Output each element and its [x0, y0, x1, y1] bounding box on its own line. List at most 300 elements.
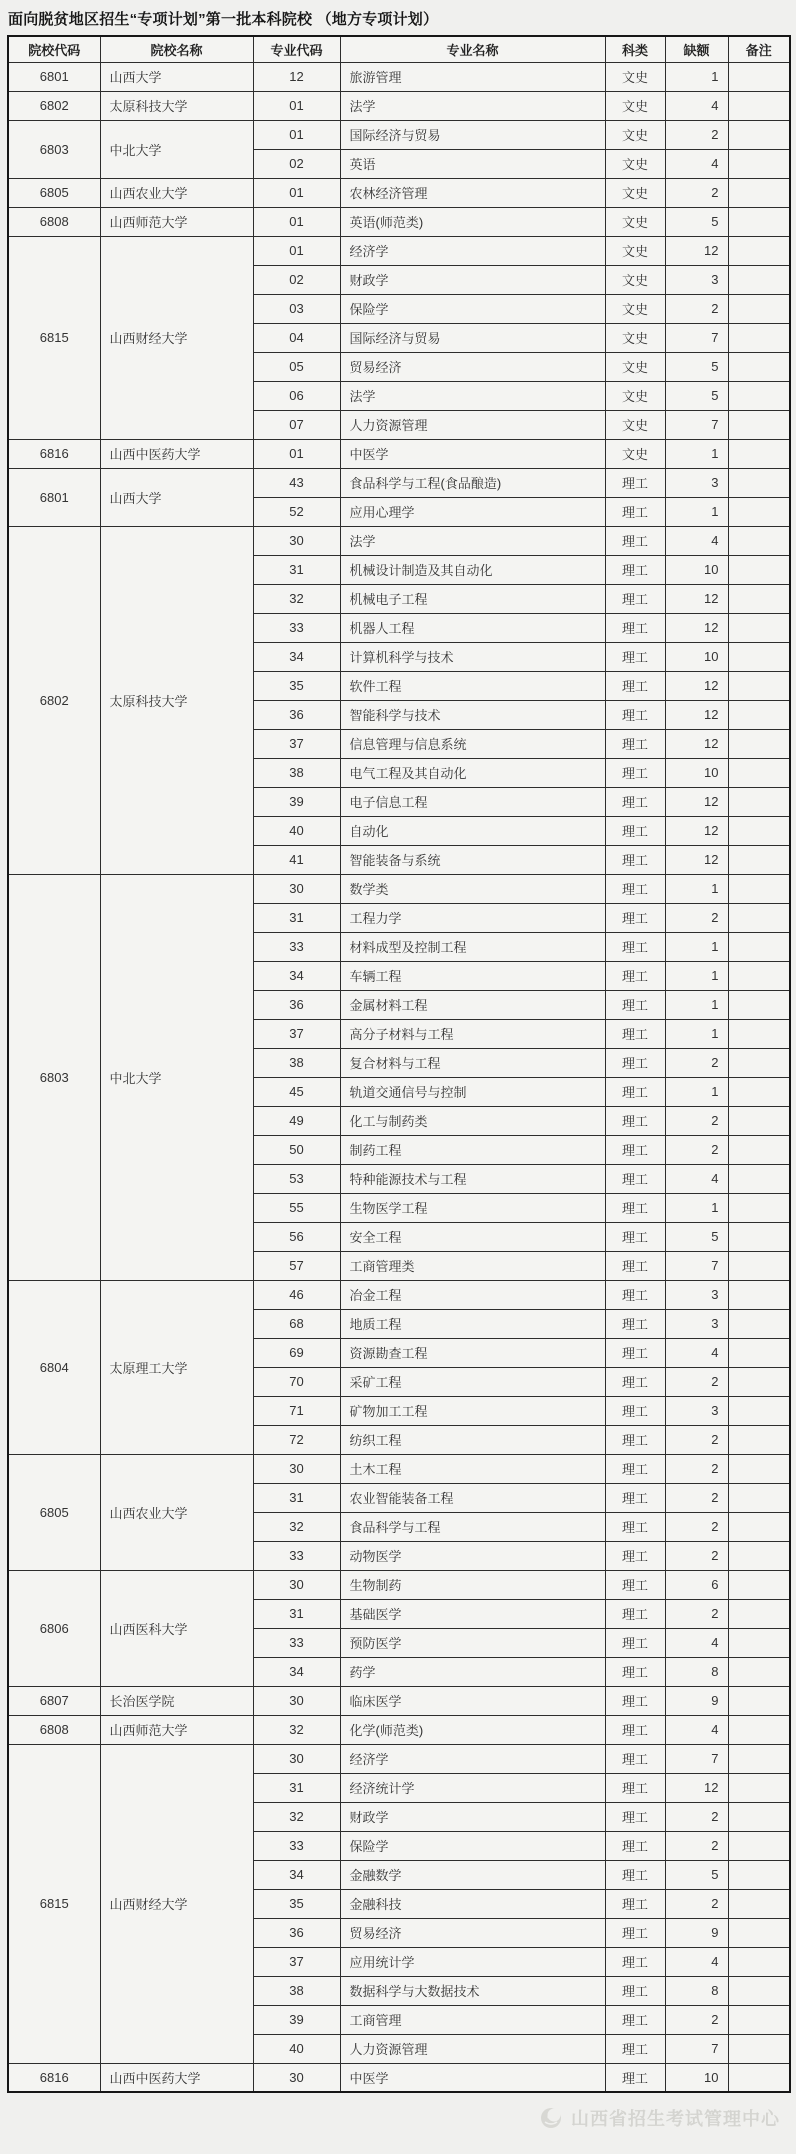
note-cell [728, 1251, 790, 1280]
major-name-cell: 数据科学与大数据技术 [340, 1976, 605, 2005]
major-code-cell: 30 [253, 1744, 340, 1773]
note-cell [728, 439, 790, 468]
note-cell [728, 1280, 790, 1309]
quota-cell: 3 [665, 468, 728, 497]
note-cell [728, 1135, 790, 1164]
quota-cell: 6 [665, 1570, 728, 1599]
table-row [8, 120, 790, 149]
note-cell [728, 1454, 790, 1483]
major-name-cell: 生物制药 [340, 1570, 605, 1599]
quota-cell: 2 [665, 1831, 728, 1860]
column-header-category: 科类 [605, 36, 665, 62]
note-cell [728, 323, 790, 352]
major-code-cell: 30 [253, 1454, 340, 1483]
note-cell [728, 1338, 790, 1367]
major-code-cell: 55 [253, 1193, 340, 1222]
note-cell [728, 410, 790, 439]
category-cell: 理工 [605, 2063, 665, 2092]
admission-quota-table [7, 35, 791, 2093]
table-row [8, 874, 790, 903]
note-cell [728, 207, 790, 236]
major-code-cell: 72 [253, 1425, 340, 1454]
category-cell: 文史 [605, 120, 665, 149]
note-cell [728, 1309, 790, 1338]
category-cell: 理工 [605, 1889, 665, 1918]
quota-cell: 1 [665, 1193, 728, 1222]
note-cell [728, 1106, 790, 1135]
quota-cell: 1 [665, 439, 728, 468]
college-name-cell: 山西中医药大学 [100, 2063, 253, 2092]
category-cell: 理工 [605, 1744, 665, 1773]
note-cell [728, 903, 790, 932]
major-code-cell: 33 [253, 932, 340, 961]
table-row [8, 439, 790, 468]
college-code-cell: 6805 [8, 178, 100, 207]
major-code-cell: 36 [253, 700, 340, 729]
category-cell: 文史 [605, 62, 665, 91]
quota-cell: 4 [665, 1715, 728, 1744]
note-cell [728, 1367, 790, 1396]
note-cell [728, 874, 790, 903]
college-name-cell: 山西农业大学 [100, 1454, 253, 1570]
quota-cell: 5 [665, 352, 728, 381]
major-name-cell: 车辆工程 [340, 961, 605, 990]
note-cell [728, 1715, 790, 1744]
note-cell [728, 758, 790, 787]
note-cell [728, 990, 790, 1019]
quota-cell: 12 [665, 729, 728, 758]
quota-cell: 10 [665, 2063, 728, 2092]
college-code-cell: 6806 [8, 1570, 100, 1686]
category-cell: 理工 [605, 584, 665, 613]
note-cell [728, 1512, 790, 1541]
category-cell: 理工 [605, 1773, 665, 1802]
college-name-cell: 中北大学 [100, 874, 253, 1280]
college-code-cell: 6816 [8, 439, 100, 468]
major-name-cell: 地质工程 [340, 1309, 605, 1338]
college-name-cell: 山西中医药大学 [100, 439, 253, 468]
major-code-cell: 31 [253, 1599, 340, 1628]
category-cell: 理工 [605, 1570, 665, 1599]
quota-cell: 3 [665, 1309, 728, 1338]
quota-cell: 12 [665, 613, 728, 642]
category-cell: 理工 [605, 758, 665, 787]
major-code-cell: 04 [253, 323, 340, 352]
watermark-text: 山西省招生考试管理中心 [571, 2109, 780, 2129]
quota-cell: 5 [665, 381, 728, 410]
category-cell: 理工 [605, 1425, 665, 1454]
note-cell [728, 381, 790, 410]
major-code-cell: 33 [253, 613, 340, 642]
major-name-cell: 经济学 [340, 1744, 605, 1773]
category-cell: 理工 [605, 1077, 665, 1106]
table-header-row [8, 36, 790, 62]
quota-cell: 1 [665, 497, 728, 526]
quota-cell: 4 [665, 1338, 728, 1367]
note-cell [728, 961, 790, 990]
quota-cell: 2 [665, 1367, 728, 1396]
major-name-cell: 机械电子工程 [340, 584, 605, 613]
quota-cell: 12 [665, 584, 728, 613]
college-code-cell: 6815 [8, 1744, 100, 2063]
table-row [8, 1454, 790, 1483]
major-code-cell: 33 [253, 1541, 340, 1570]
major-code-cell: 69 [253, 1338, 340, 1367]
major-code-cell: 01 [253, 207, 340, 236]
college-name-cell: 中北大学 [100, 120, 253, 178]
note-cell [728, 1193, 790, 1222]
note-cell [728, 1860, 790, 1889]
major-name-cell: 软件工程 [340, 671, 605, 700]
college-code-cell: 6803 [8, 120, 100, 178]
category-cell: 文史 [605, 410, 665, 439]
category-cell: 理工 [605, 1831, 665, 1860]
major-name-cell: 财政学 [340, 1802, 605, 1831]
quota-cell: 2 [665, 294, 728, 323]
major-code-cell: 03 [253, 294, 340, 323]
college-code-cell: 6808 [8, 207, 100, 236]
major-name-cell: 数学类 [340, 874, 605, 903]
college-code-cell: 6807 [8, 1686, 100, 1715]
major-name-cell: 贸易经济 [340, 1918, 605, 1947]
major-name-cell: 国际经济与贸易 [340, 120, 605, 149]
quota-cell: 3 [665, 1280, 728, 1309]
major-code-cell: 37 [253, 729, 340, 758]
quota-cell: 1 [665, 874, 728, 903]
category-cell: 理工 [605, 1280, 665, 1309]
category-cell: 理工 [605, 1019, 665, 1048]
quota-cell: 2 [665, 2005, 728, 2034]
quota-cell: 1 [665, 961, 728, 990]
major-code-cell: 02 [253, 265, 340, 294]
note-cell [728, 1222, 790, 1251]
major-name-cell: 资源勘查工程 [340, 1338, 605, 1367]
major-name-cell: 贸易经济 [340, 352, 605, 381]
note-cell [728, 671, 790, 700]
category-cell: 理工 [605, 1628, 665, 1657]
note-cell [728, 1425, 790, 1454]
quota-cell: 4 [665, 1947, 728, 1976]
major-name-cell: 智能科学与技术 [340, 700, 605, 729]
note-cell [728, 1831, 790, 1860]
category-cell: 理工 [605, 787, 665, 816]
college-name-cell: 太原理工大学 [100, 1280, 253, 1454]
category-cell: 文史 [605, 207, 665, 236]
note-cell [728, 2034, 790, 2063]
table-body [8, 62, 790, 2092]
quota-cell: 4 [665, 526, 728, 555]
note-cell [728, 729, 790, 758]
quota-cell: 7 [665, 1251, 728, 1280]
category-cell: 理工 [605, 1483, 665, 1512]
note-cell [728, 584, 790, 613]
major-code-cell: 34 [253, 961, 340, 990]
category-cell: 理工 [605, 2034, 665, 2063]
major-name-cell: 动物医学 [340, 1541, 605, 1570]
major-code-cell: 33 [253, 1628, 340, 1657]
major-name-cell: 应用统计学 [340, 1947, 605, 1976]
quota-cell: 2 [665, 1483, 728, 1512]
major-name-cell: 电气工程及其自动化 [340, 758, 605, 787]
quota-cell: 1 [665, 62, 728, 91]
major-code-cell: 07 [253, 410, 340, 439]
note-cell [728, 555, 790, 584]
major-name-cell: 人力资源管理 [340, 410, 605, 439]
major-code-cell: 31 [253, 555, 340, 584]
major-name-cell: 金属材料工程 [340, 990, 605, 1019]
major-name-cell: 英语 [340, 149, 605, 178]
quota-cell: 1 [665, 1077, 728, 1106]
page-title: 面向脱贫地区招生“专项计划”第一批本科院校 （地方专项计划） [8, 11, 439, 28]
column-header-note: 备注 [728, 36, 790, 62]
major-code-cell: 32 [253, 1802, 340, 1831]
note-cell [728, 178, 790, 207]
note-cell [728, 265, 790, 294]
table-row [8, 236, 790, 265]
category-cell: 文史 [605, 323, 665, 352]
note-cell [728, 1541, 790, 1570]
category-cell: 理工 [605, 613, 665, 642]
category-cell: 理工 [605, 1048, 665, 1077]
quota-cell: 1 [665, 932, 728, 961]
major-code-cell: 31 [253, 1773, 340, 1802]
category-cell: 理工 [605, 497, 665, 526]
major-code-cell: 46 [253, 1280, 340, 1309]
category-cell: 理工 [605, 1338, 665, 1367]
major-name-cell: 人力资源管理 [340, 2034, 605, 2063]
major-code-cell: 37 [253, 1019, 340, 1048]
category-cell: 理工 [605, 729, 665, 758]
major-code-cell: 30 [253, 1686, 340, 1715]
major-name-cell: 特种能源技术与工程 [340, 1164, 605, 1193]
major-code-cell: 35 [253, 671, 340, 700]
major-code-cell: 38 [253, 1976, 340, 2005]
category-cell: 理工 [605, 1251, 665, 1280]
category-cell: 理工 [605, 526, 665, 555]
college-name-cell: 山西农业大学 [100, 178, 253, 207]
quota-cell: 3 [665, 1396, 728, 1425]
major-code-cell: 32 [253, 1715, 340, 1744]
category-cell: 理工 [605, 1396, 665, 1425]
category-cell: 文史 [605, 439, 665, 468]
table-row [8, 91, 790, 120]
college-code-cell: 6808 [8, 1715, 100, 1744]
note-cell [728, 1686, 790, 1715]
major-name-cell: 中医学 [340, 439, 605, 468]
major-code-cell: 30 [253, 526, 340, 555]
major-name-cell: 法学 [340, 91, 605, 120]
note-cell [728, 1657, 790, 1686]
major-code-cell: 32 [253, 584, 340, 613]
note-cell [728, 1889, 790, 1918]
category-cell: 理工 [605, 1541, 665, 1570]
major-name-cell: 金融数学 [340, 1860, 605, 1889]
note-cell [728, 1802, 790, 1831]
major-code-cell: 49 [253, 1106, 340, 1135]
major-code-cell: 57 [253, 1251, 340, 1280]
major-name-cell: 制药工程 [340, 1135, 605, 1164]
note-cell [728, 1164, 790, 1193]
category-cell: 理工 [605, 1106, 665, 1135]
category-cell: 理工 [605, 1512, 665, 1541]
major-name-cell: 经济统计学 [340, 1773, 605, 1802]
note-cell [728, 2063, 790, 2092]
note-cell [728, 1048, 790, 1077]
major-code-cell: 33 [253, 1831, 340, 1860]
quota-cell: 12 [665, 845, 728, 874]
table-row [8, 1570, 790, 1599]
category-cell: 理工 [605, 2005, 665, 2034]
quota-cell: 2 [665, 903, 728, 932]
category-cell: 理工 [605, 816, 665, 845]
quota-cell: 7 [665, 1744, 728, 1773]
major-code-cell: 71 [253, 1396, 340, 1425]
note-cell [728, 526, 790, 555]
note-cell [728, 1570, 790, 1599]
major-code-cell: 06 [253, 381, 340, 410]
category-cell: 文史 [605, 265, 665, 294]
note-cell [728, 468, 790, 497]
table-row [8, 1715, 790, 1744]
college-name-cell: 山西大学 [100, 468, 253, 526]
column-header-college-name: 院校名称 [100, 36, 253, 62]
major-code-cell: 41 [253, 845, 340, 874]
major-name-cell: 矿物加工工程 [340, 1396, 605, 1425]
category-cell: 理工 [605, 1657, 665, 1686]
major-code-cell: 45 [253, 1077, 340, 1106]
major-name-cell: 生物医学工程 [340, 1193, 605, 1222]
major-name-cell: 药学 [340, 1657, 605, 1686]
major-name-cell: 应用心理学 [340, 497, 605, 526]
quota-cell: 12 [665, 816, 728, 845]
category-cell: 理工 [605, 990, 665, 1019]
note-cell [728, 1599, 790, 1628]
major-name-cell: 工商管理类 [340, 1251, 605, 1280]
quota-cell: 12 [665, 700, 728, 729]
major-name-cell: 农业智能装备工程 [340, 1483, 605, 1512]
quota-cell: 7 [665, 2034, 728, 2063]
note-cell [728, 787, 790, 816]
major-code-cell: 30 [253, 874, 340, 903]
major-code-cell: 39 [253, 787, 340, 816]
quota-cell: 12 [665, 671, 728, 700]
major-code-cell: 37 [253, 1947, 340, 1976]
note-cell [728, 1396, 790, 1425]
quota-cell: 2 [665, 1802, 728, 1831]
footer [0, 2105, 780, 2131]
major-name-cell: 经济学 [340, 236, 605, 265]
major-name-cell: 食品科学与工程(食品酿造) [340, 468, 605, 497]
note-cell [728, 352, 790, 381]
college-code-cell: 6801 [8, 62, 100, 91]
major-code-cell: 05 [253, 352, 340, 381]
major-name-cell: 工商管理 [340, 2005, 605, 2034]
category-cell: 理工 [605, 1164, 665, 1193]
note-cell [728, 2005, 790, 2034]
quota-cell: 4 [665, 1164, 728, 1193]
note-cell [728, 932, 790, 961]
quota-cell: 2 [665, 1425, 728, 1454]
note-cell [728, 1976, 790, 2005]
college-code-cell: 6802 [8, 91, 100, 120]
quota-cell: 4 [665, 149, 728, 178]
column-header-college-code: 院校代码 [8, 36, 100, 62]
quota-cell: 2 [665, 1106, 728, 1135]
note-cell [728, 91, 790, 120]
major-code-cell: 01 [253, 120, 340, 149]
major-name-cell: 中医学 [340, 2063, 605, 2092]
quota-cell: 2 [665, 1454, 728, 1483]
quota-cell: 2 [665, 1541, 728, 1570]
college-code-cell: 6805 [8, 1454, 100, 1570]
major-name-cell: 纺织工程 [340, 1425, 605, 1454]
category-cell: 理工 [605, 1802, 665, 1831]
major-name-cell: 安全工程 [340, 1222, 605, 1251]
major-name-cell: 冶金工程 [340, 1280, 605, 1309]
org-logo-icon [538, 2105, 564, 2131]
major-name-cell: 机械设计制造及其自动化 [340, 555, 605, 584]
category-cell: 理工 [605, 468, 665, 497]
category-cell: 理工 [605, 961, 665, 990]
college-name-cell: 山西医科大学 [100, 1570, 253, 1686]
category-cell: 理工 [605, 1454, 665, 1483]
table-row [8, 62, 790, 91]
table-row [8, 2063, 790, 2092]
major-code-cell: 38 [253, 758, 340, 787]
column-header-quota: 缺额 [665, 36, 728, 62]
category-cell: 理工 [605, 1918, 665, 1947]
category-cell: 理工 [605, 932, 665, 961]
category-cell: 文史 [605, 91, 665, 120]
category-cell: 理工 [605, 700, 665, 729]
college-code-cell: 6816 [8, 2063, 100, 2092]
category-cell: 理工 [605, 1715, 665, 1744]
major-name-cell: 土木工程 [340, 1454, 605, 1483]
category-cell: 理工 [605, 1309, 665, 1338]
major-code-cell: 30 [253, 2063, 340, 2092]
major-code-cell: 01 [253, 236, 340, 265]
major-name-cell: 旅游管理 [340, 62, 605, 91]
major-name-cell: 财政学 [340, 265, 605, 294]
category-cell: 文史 [605, 352, 665, 381]
category-cell: 理工 [605, 1193, 665, 1222]
college-name-cell: 山西师范大学 [100, 207, 253, 236]
quota-cell: 2 [665, 1599, 728, 1628]
major-name-cell: 预防医学 [340, 1628, 605, 1657]
note-cell [728, 816, 790, 845]
major-name-cell: 轨道交通信号与控制 [340, 1077, 605, 1106]
quota-cell: 2 [665, 178, 728, 207]
category-cell: 理工 [605, 1222, 665, 1251]
category-cell: 文史 [605, 236, 665, 265]
table-row [8, 526, 790, 555]
note-cell [728, 1019, 790, 1048]
major-name-cell: 计算机科学与技术 [340, 642, 605, 671]
table-row [8, 1686, 790, 1715]
category-cell: 文史 [605, 294, 665, 323]
note-cell [728, 845, 790, 874]
major-name-cell: 采矿工程 [340, 1367, 605, 1396]
quota-cell: 10 [665, 758, 728, 787]
note-cell [728, 294, 790, 323]
major-name-cell: 复合材料与工程 [340, 1048, 605, 1077]
major-code-cell: 56 [253, 1222, 340, 1251]
category-cell: 理工 [605, 874, 665, 903]
major-name-cell: 化学(师范类) [340, 1715, 605, 1744]
major-name-cell: 高分子材料与工程 [340, 1019, 605, 1048]
quota-cell: 10 [665, 555, 728, 584]
major-code-cell: 01 [253, 91, 340, 120]
